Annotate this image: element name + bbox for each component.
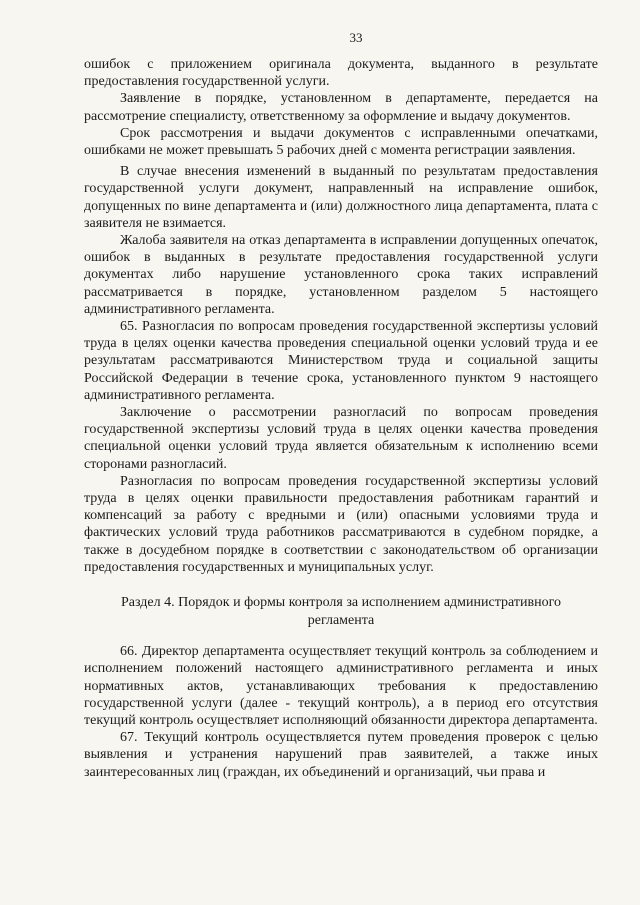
section-heading: Раздел 4. Порядок и формы контроля за исполнением административного регламента	[121, 595, 561, 628]
paragraph: Жалоба заявителя на отказ департамента в исправлении допущенных опечаток, ошибок в выданных в результате предоставления государственной услуги документах либо нарушение установленного срока таких исправлений рассматривается в порядке, установленном разделом 5 настоящего административного регламента.	[84, 233, 598, 317]
document-body	[84, 56, 598, 781]
page-number: 33	[349, 30, 363, 45]
paragraph-66: 66. Директор департамента осуществляет текущий контроль за соблюдением и исполнением положений настоящего административного регламента и иных нормативных актов, устанавливающих требования к предоставлению государственной услуги (далее - текущий контроль), а в период его отсутствия текущий контроль осуществляет исполняющий обязанности директора департамента.	[84, 644, 598, 728]
paragraph: Разногласия по вопросам проведения государственной экспертизы условий труда в целях оценки правильности предоставления работникам гарантий и компенсаций за работу с вредными и (или) опасными условиями труда и фактических условий труда работников рассматриваются в судебном порядке, а также в досудебном порядке в соответствии с законодательством об организации предоставления государственных и муниципальных услуг.	[84, 473, 598, 575]
paragraph-65: 65. Разногласия по вопросам проведения государственной экспертизы условий труда в целях оценки качества проведения специальной оценки условий труда и ее результатам рассматриваются Министерством труда и социальной защиты Российской Федерации в течение срока, установленного пунктом 9 настоящего административного регламента.	[84, 319, 598, 403]
paragraph-67: 67. Текущий контроль осуществляется путем проведения проверок с целью выявления и устранения нарушений прав заявителей, а также иных заинтересованных лиц (граждан, их объединений и организаций, чьи права и	[84, 730, 598, 780]
paragraph: Срок рассмотрения и выдачи документов с исправленными опечатками, ошибками не может превышать 5 рабочих дней с момента регистрации заявления.	[84, 125, 598, 159]
paragraph: В случае внесения изменений в выданный по результатам предоставления государственной услуги документ, направленный на исправление ошибок, допущенных по вине департамента и (или) должностного лица департамента, плата с заявителя не взимается.	[84, 164, 598, 231]
paragraph: Заявление в порядке, установленном в департаменте, передается на рассмотрение специалисту, ответственному за оформление и выдачу документов.	[84, 91, 598, 124]
paragraph: Заключение о рассмотрении разногласий по вопросам проведения государственной экспертизы условий труда в целях оценки качества проведения специальной оценки условий труда является обязательным к исполнению всеми сторонами разногласий.	[84, 405, 598, 472]
paragraph: ошибок с приложением оригинала документа, выданного в результате предоставления государственной услуги.	[84, 57, 598, 90]
